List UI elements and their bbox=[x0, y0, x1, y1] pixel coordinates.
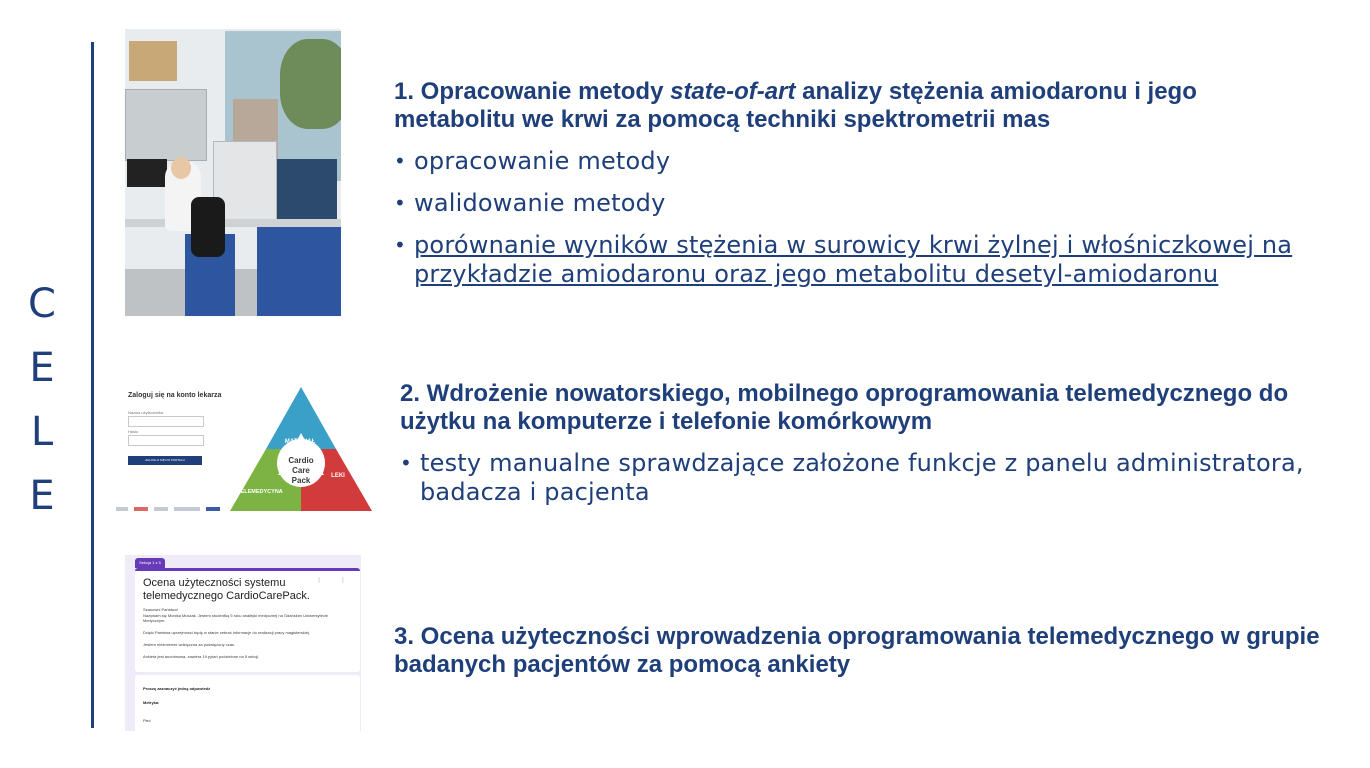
form-text: Ankieta jest anonimowa, zawiera 19 pytań podzielone na 5 sekcji. bbox=[143, 654, 260, 659]
form-text: Dzięki Państwa uprzejmości będę w stanie zebrać informacje do realizacji pracy magisterskiej. bbox=[143, 630, 310, 635]
form-text: Szanowni Państwo! bbox=[143, 607, 178, 612]
section3-heading: 3. Ocena użyteczności wprowadzenia oprogramowania telemedycznego w grupie badanych pacjentów za pomocą ankiety bbox=[394, 623, 1320, 678]
sponsor-logos bbox=[116, 498, 226, 506]
pyramid-right-label: LEKI bbox=[331, 473, 345, 479]
bullet-item-link[interactable]: • porównanie wyników stężenia w surowicy krwi żylnej i włośniczkowej na przykładzie amiodaronu oraz jego metabolitu desetyl-amiodaronu bbox=[394, 231, 1344, 289]
section1-heading: 1. Opracowanie metody state-of-art analizy stężenia amiodaronu i jego metabolitu we krwi za pomocą techniki spektrometrii mas bbox=[394, 78, 1197, 133]
pyramid-left-label: MATERIAŁ bbox=[284, 439, 316, 445]
side-letter: L bbox=[30, 409, 54, 455]
form-header-card bbox=[135, 568, 360, 672]
field-label: Hasło bbox=[128, 429, 139, 434]
side-letter: E bbox=[29, 345, 55, 391]
pyramid-center-line: Pack bbox=[291, 476, 311, 485]
bullet-item: • opracowanie metody bbox=[394, 147, 670, 176]
section-tab: Sekcja 1 z 5 bbox=[135, 558, 165, 568]
survey-screenshot bbox=[125, 555, 361, 731]
lab-photo bbox=[125, 29, 341, 316]
form-text: Proszę zaznaczyć jedną odpowiedź bbox=[143, 686, 211, 691]
bullet-item: • walidowanie metody bbox=[394, 189, 665, 218]
side-letter: C bbox=[28, 281, 56, 327]
field-label: Nazwa użytkownika bbox=[128, 410, 164, 415]
cardiocarepack-pyramid bbox=[226, 383, 376, 513]
form-text: Metryka: bbox=[143, 700, 160, 705]
login-button: ZALOGUJ SIĘ DO PORTALU bbox=[128, 456, 202, 465]
pyramid-center-line: Cardio bbox=[288, 456, 314, 465]
more-icon: ⋮ ⋮ bbox=[316, 577, 354, 584]
section2-heading: 2. Wdrożenie nowatorskiego, mobilnego oprogramowania telemedycznego do użytku na komputerze i telefonie komórkowym bbox=[400, 380, 1289, 435]
form-title: Ocena użyteczności systemu telemedycznego CardioCarePack. bbox=[143, 577, 310, 602]
form-text: Jestem niezmiernie wdzięczna za poświęcony czas. bbox=[143, 642, 236, 647]
vertical-divider bbox=[91, 42, 94, 728]
portal-title: Zaloguj się na konto lekarza bbox=[128, 392, 222, 399]
pyramid-center-line: Care bbox=[292, 466, 310, 475]
portal-screenshot bbox=[112, 383, 376, 513]
bullet-item: • testy manualne sprawdzające założone funkcje z panelu administratora, badacza i pacjenta bbox=[400, 449, 1350, 507]
username-field bbox=[128, 416, 204, 427]
form-question-card bbox=[135, 675, 360, 731]
side-letter: E bbox=[29, 473, 55, 519]
side-label bbox=[22, 272, 62, 528]
password-field bbox=[128, 435, 204, 446]
pyramid-bottom-label: TELEMEDYCYNA bbox=[237, 489, 283, 495]
form-text: Płeć bbox=[143, 718, 151, 723]
form-text: Nazywam się Monika Muszak. Jestem studentką 5 roku analityki medycznej na Gdańskim Uniwersytecie Medycznym. bbox=[143, 613, 328, 623]
